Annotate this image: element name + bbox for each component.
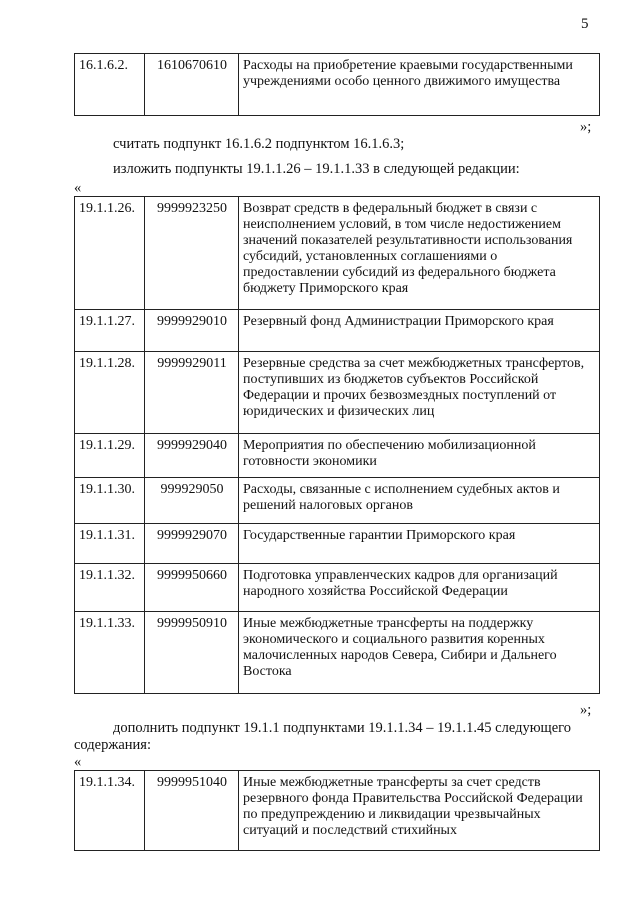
closing-quote: »; (580, 702, 592, 718)
row-number: 19.1.1.32. (75, 564, 145, 612)
table-row (75, 197, 600, 310)
paragraph-renumber: считать подпункт 16.1.6.2 подпунктом 16.1.6.3; (113, 136, 405, 152)
row-number: 19.1.1.31. (75, 524, 145, 564)
row-description: Резервный фонд Администрации Приморского края (239, 310, 600, 352)
table-row (75, 54, 600, 116)
row-number: 19.1.1.30. (75, 478, 145, 524)
row-code: 9999950910 (145, 612, 239, 694)
closing-quote: »; (580, 119, 592, 135)
opening-quote: « (74, 754, 82, 770)
table-row (75, 310, 600, 352)
paragraph-supplement-line-2: содержания: (74, 737, 152, 753)
row-description: Государственные гарантии Приморского края (239, 524, 600, 564)
row-code: 999929050 (145, 478, 239, 524)
page-number: 5 (581, 16, 589, 32)
table-19-1-1-26-33 (74, 196, 600, 694)
row-description: Иные межбюджетные трансферты на поддержку экономического и социального развития коренных малочисленных народов Севера, Сибири и Дальнего Востока (239, 612, 600, 694)
row-number: 19.1.1.29. (75, 434, 145, 478)
row-description: Резервные средства за счет межбюджетных трансфертов, поступивших из бюджетов субъектов Российской Федерации и прочих безвозмездных поступлений от юридических и физических лиц (239, 352, 600, 434)
table-row (75, 612, 600, 694)
table-16-1-6 (74, 53, 600, 116)
table-row (75, 478, 600, 524)
row-code: 9999929011 (145, 352, 239, 434)
paragraph-restate: изложить подпункты 19.1.1.26 – 19.1.1.33 в следующей редакции: (113, 161, 520, 177)
row-code: 9999950660 (145, 564, 239, 612)
table-19-1-1-34 (74, 770, 600, 851)
row-number: 19.1.1.26. (75, 197, 145, 310)
row-code: 9999929070 (145, 524, 239, 564)
table-row (75, 771, 600, 851)
paragraph-supplement-line-1: дополнить подпункт 19.1.1 подпунктами 19.1.1.34 – 19.1.1.45 следующего (113, 720, 571, 736)
row-number: 19.1.1.28. (75, 352, 145, 434)
table-row (75, 352, 600, 434)
row-description: Расходы, связанные с исполнением судебных актов и решений налоговых органов (239, 478, 600, 524)
row-code: 9999923250 (145, 197, 239, 310)
table-row (75, 434, 600, 478)
row-number: 16.1.6.2. (75, 54, 145, 116)
row-code: 9999929010 (145, 310, 239, 352)
row-description: Возврат средств в федеральный бюджет в связи с неисполнением условий, в том числе недостижением значений показателей результативности использования субсидий, установленных соглашениями о предоставлении субсидий из федерального бюджета бюджету Приморского края (239, 197, 600, 310)
row-code: 9999951040 (145, 771, 239, 851)
row-number: 19.1.1.34. (75, 771, 145, 851)
row-code: 9999929040 (145, 434, 239, 478)
row-number: 19.1.1.33. (75, 612, 145, 694)
row-description: Расходы на приобретение краевыми государственными учреждениями особо ценного движимого имущества (239, 54, 600, 116)
row-description: Подготовка управленческих кадров для организаций народного хозяйства Российской Федерации (239, 564, 600, 612)
row-number: 19.1.1.27. (75, 310, 145, 352)
opening-quote: « (74, 180, 82, 196)
table-row (75, 524, 600, 564)
table-row (75, 564, 600, 612)
row-description: Мероприятия по обеспечению мобилизационной готовности экономики (239, 434, 600, 478)
row-description: Иные межбюджетные трансферты за счет средств резервного фонда Правительства Российской Федерации по предупреждению и ликвидации чрезвычайных ситуаций и последствий стихийных (239, 771, 600, 851)
row-code: 1610670610 (145, 54, 239, 116)
